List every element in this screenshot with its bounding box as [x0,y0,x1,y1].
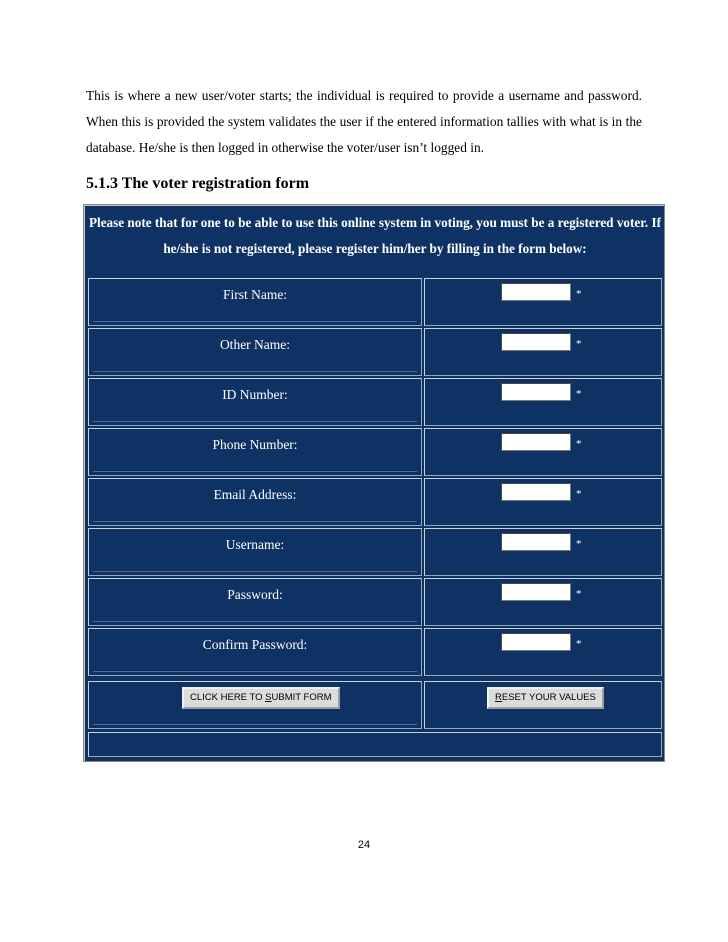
reset-values-button[interactable] [487,687,604,709]
submit-cell [88,681,422,729]
field-label-cell [88,378,422,426]
form-row [88,328,662,376]
required-asterisk: * [576,588,582,600]
field-label: Password: [227,587,283,602]
page-number: 24 [357,839,371,851]
required-asterisk: * [576,288,582,300]
field-label: Email Address: [213,487,297,502]
field-label-cell [88,628,422,676]
form-footer-strip [88,732,662,757]
required-asterisk: * [576,538,582,550]
field-input-cell [424,278,662,326]
required-asterisk: * [576,438,582,450]
required-asterisk: * [576,638,582,650]
form-row [88,378,662,426]
field-input[interactable] [501,633,571,651]
field-input-cell [424,328,662,376]
field-input[interactable] [501,333,571,351]
form-row [88,578,662,626]
field-label: Other Name: [219,337,291,352]
required-asterisk: * [576,488,582,500]
required-asterisk: * [576,388,582,400]
submit-label-prefix: CLICK HERE TO [190,692,266,703]
reset-label-accel: R [495,692,502,703]
field-input[interactable] [501,533,571,551]
submit-form-button[interactable] [182,687,340,709]
field-input-cell [424,578,662,626]
field-input[interactable] [501,583,571,601]
field-input-cell [424,428,662,476]
field-label: ID Number: [222,387,288,402]
field-label: Username: [225,537,285,552]
registration-notice: Please note that for one to be able to use this online system in voting, you must be a registered voter. If he/she is not registered, please register him/her by filling in the form below: [88,215,662,256]
field-input-cell [424,628,662,676]
voter-registration-form [83,204,665,762]
submit-label-accel: S [265,692,272,703]
field-input[interactable] [501,433,571,451]
intro-paragraph: This is where a new user/voter starts; the individual is required to provide a username and password. When this is provided the system validates the user if the entered information tallies with what is in the database. He/she is then logged in otherwise the voter/user isn’t logged in. [86,88,642,155]
form-row [88,278,662,326]
field-label: Phone Number: [212,437,298,452]
field-label-cell [88,528,422,576]
submit-label-suffix: UBMIT FORM [271,692,332,703]
field-label-cell [88,478,422,526]
field-label: Confirm Password: [202,637,308,652]
reset-label-suffix: ESET YOUR VALUES [501,692,596,703]
field-input[interactable] [501,483,571,501]
required-asterisk: * [576,338,582,350]
field-label-cell [88,278,422,326]
field-input-cell [424,478,662,526]
form-row [88,478,662,526]
field-label-cell [88,328,422,376]
field-label-cell [88,428,422,476]
field-input[interactable] [501,383,571,401]
reset-cell [424,681,662,729]
section-heading: 5.1.3 The voter registration form [86,175,310,192]
field-input-cell [424,378,662,426]
field-input-cell [424,528,662,576]
form-row [88,528,662,576]
form-buttons-row [88,681,662,729]
form-row [88,628,662,676]
field-label: First Name: [222,287,288,302]
field-input[interactable] [501,283,571,301]
field-label-cell [88,578,422,626]
form-row [88,428,662,476]
